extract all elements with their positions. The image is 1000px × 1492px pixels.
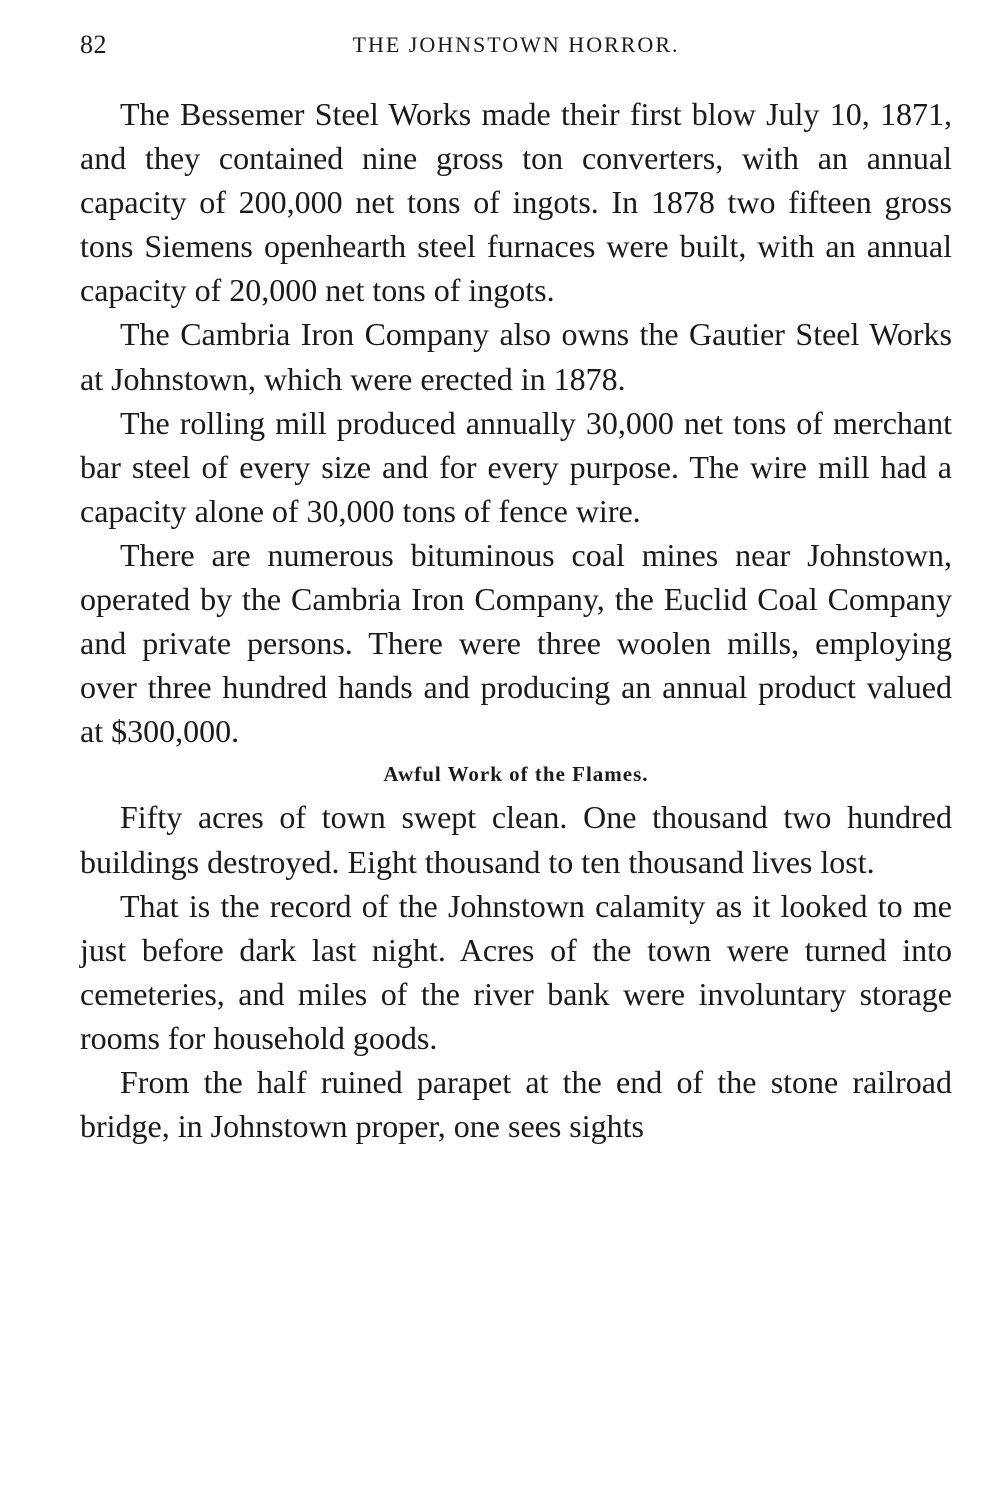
running-head: THE JOHNSTOWN HORROR. — [352, 32, 680, 57]
paragraph-railroad-bridge: From the half ruined parapet at the end of the stone railroad bridge, in Johnstown proper, one sees sights — [80, 1063, 952, 1145]
body-text — [80, 92, 952, 1148]
page-number: 82 — [80, 30, 107, 59]
paragraph-rolling-mill: The rolling mill produced annually 30,000 net tons of merchant bar steel of every size and for every purpose. The wire mill had a capacity alone of 30,000 tons of fence wire. — [80, 404, 952, 529]
paragraph-coal-mines: There are numerous bituminous coal mines near Johnstown, operated by the Cambria Iron Company, the Euclid Coal Company and private persons. There were three woolen mills, employing over three hundred hands and producing an annual product valued at $300,000. — [80, 536, 952, 750]
paragraph-fifty-acres: Fifty acres of town swept clean. One thousand two hundred buildings destroyed. Eight thousand to ten thousand lives lost. — [80, 799, 952, 880]
paragraph-gautier-steel-works: The Cambria Iron Company also owns the Gautier Steel Works at Johnstown, which were erected in 1878. — [80, 316, 952, 397]
section-heading: Awful Work of the Flames. — [383, 762, 649, 787]
paragraph-bessemer-steel-works: The Bessemer Steel Works made their first blow July 10, 1871, and they contained nine gross ton converters, with an annual capacity of 200,000 net tons of ingots. In 1878 two fifteen gross tons Siemens openhearth steel furnaces were built, with an annual capacity of 20,000 net tons of ingots. — [80, 96, 952, 309]
page-header — [80, 30, 952, 70]
paragraph-record-of-calamity: That is the record of the Johnstown calamity as it looked to me just before dark last night. Acres of the town were turned into cemeteries, and miles of the river bank were involuntary storage rooms for household goods. — [80, 887, 952, 1056]
